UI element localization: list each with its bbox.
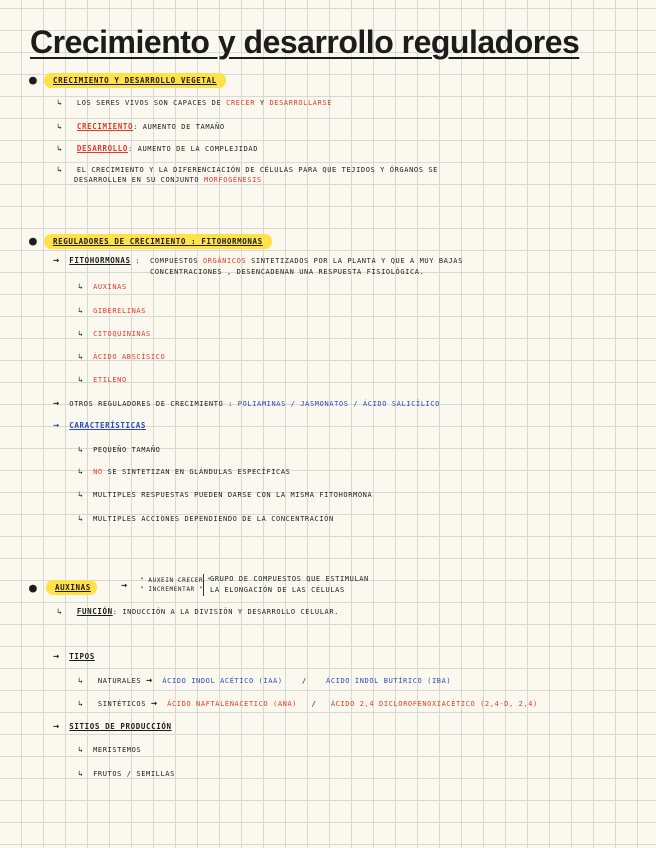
section-heading-crecimiento: CRECIMIENTO Y DESARROLLO VEGETAL xyxy=(53,76,226,85)
page-title: Crecimiento y desarrollo reguladores xyxy=(30,24,580,60)
list-item: ↳ CRECIMIENTO: AUMENTO DE TAMAÑO xyxy=(57,122,225,131)
fitohormona-type-item: ↳ GIBERELINAS xyxy=(78,306,147,315)
auxinas-arrow: → xyxy=(121,580,128,591)
list-item-continuation: DESARROLLEN EN SU CONJUNTO MORFOGÉNESIS xyxy=(74,176,262,184)
auxinas-description: GRUPO DE COMPUESTOS QUE ESTIMULAN LA ELONGACIÓN DE LAS CÉLULAS xyxy=(203,574,369,596)
fitohormona-type-item: ↳ ÁCIDO ABSCÍSICO xyxy=(78,352,166,361)
sitios-produccion-heading: → SITIOS DE PRODUCCIÓN xyxy=(53,721,172,732)
auxinas-etymology: " AUXEIN CRECER " " INCREMENTAR " xyxy=(140,577,212,593)
caracteristica-item: ↳ PEQUEÑO TAMAÑO xyxy=(78,445,161,454)
fitohormona-type-item: ↳ CITOQUININAS xyxy=(78,329,151,338)
list-item: ↳ DESARROLLO: AUMENTO DE LA COMPLEJIDAD xyxy=(57,144,259,153)
tipos-naturales: ↳ NATURALES → ÁCIDO INDOL ACÉTICO (IAA) / ÁCIDO INDOL BUTÍRICO (IBA) xyxy=(78,675,452,686)
caracteristica-item: ↳ NO SE SINTETIZAN EN GLÁNDULAS ESPECÍFICAS xyxy=(78,467,291,476)
sitio-item: ↳ FRUTOS / SEMILLAS xyxy=(78,769,175,778)
sitio-item: ↳ MERISTEMOS xyxy=(78,745,142,754)
caracteristica-item: ↳ MULTIPLES RESPUESTAS PUEDEN DARSE CON LA MISMA FITOHORMONA xyxy=(78,490,373,499)
bullet-dot: ● xyxy=(29,73,37,88)
fitohormonas-definition: → FITOHORMONAS : COMPUESTOS ORGÁNICOS SINTETIZADOS POR LA PLANTA Y QUE A MUY BAJAS xyxy=(53,255,463,266)
caracteristicas-heading: → CARACTERÍSTICAS xyxy=(53,420,146,431)
list-item: ↳ EL CRECIMIENTO Y LA DIFERENCIACIÓN DE CÉLULAS PARA QUE TEJIDOS Y ÓRGANOS SE xyxy=(57,165,438,174)
bullet-dot: ● xyxy=(29,581,37,596)
bullet-dot: ● xyxy=(29,234,37,249)
fitohormonas-definition-line2: CONCENTRACIONES , DESENCADENAN UNA RESPUESTA FISIOLÓGICA. xyxy=(150,268,425,276)
caracteristica-item: ↳ MULTIPLES ACCIONES DEPENDIENDO DE LA CONCENTRACIÓN xyxy=(78,514,334,523)
auxinas-funcion: ↳ FUNCIÓN: INDUCCIÓN A LA DIVISIÓN Y DESARROLLO CELULAR. xyxy=(57,607,339,616)
fitohormona-type-item: ↳ AUXINAS xyxy=(78,282,127,291)
fitohormona-type-item: ↳ ETILENO xyxy=(78,375,127,384)
list-item: ↳ LOS SERES VIVOS SON CAPACES DE CRECER Y DESARROLLARSE xyxy=(57,98,333,107)
otros-reguladores: → OTROS REGULADORES DE CRECIMIENTO : POLIAMINAS / JASMONATOS / ÁCIDO SALICÍLICO xyxy=(53,398,440,409)
section-heading-auxinas: AUXINAS xyxy=(55,583,97,592)
tipos-heading: → TIPOS xyxy=(53,651,95,662)
section-heading-reguladores: REGULADORES DE CRECIMIENTO : FITOHORMONAS xyxy=(53,237,272,246)
tipos-sinteticos: ↳ SINTÉTICOS → ÁCIDO NAFTALENACETICO (ANA) / ÁCIDO 2,4 DICLOROFENOXIACÉTICO (2,4-D, 2,4) xyxy=(78,698,538,709)
